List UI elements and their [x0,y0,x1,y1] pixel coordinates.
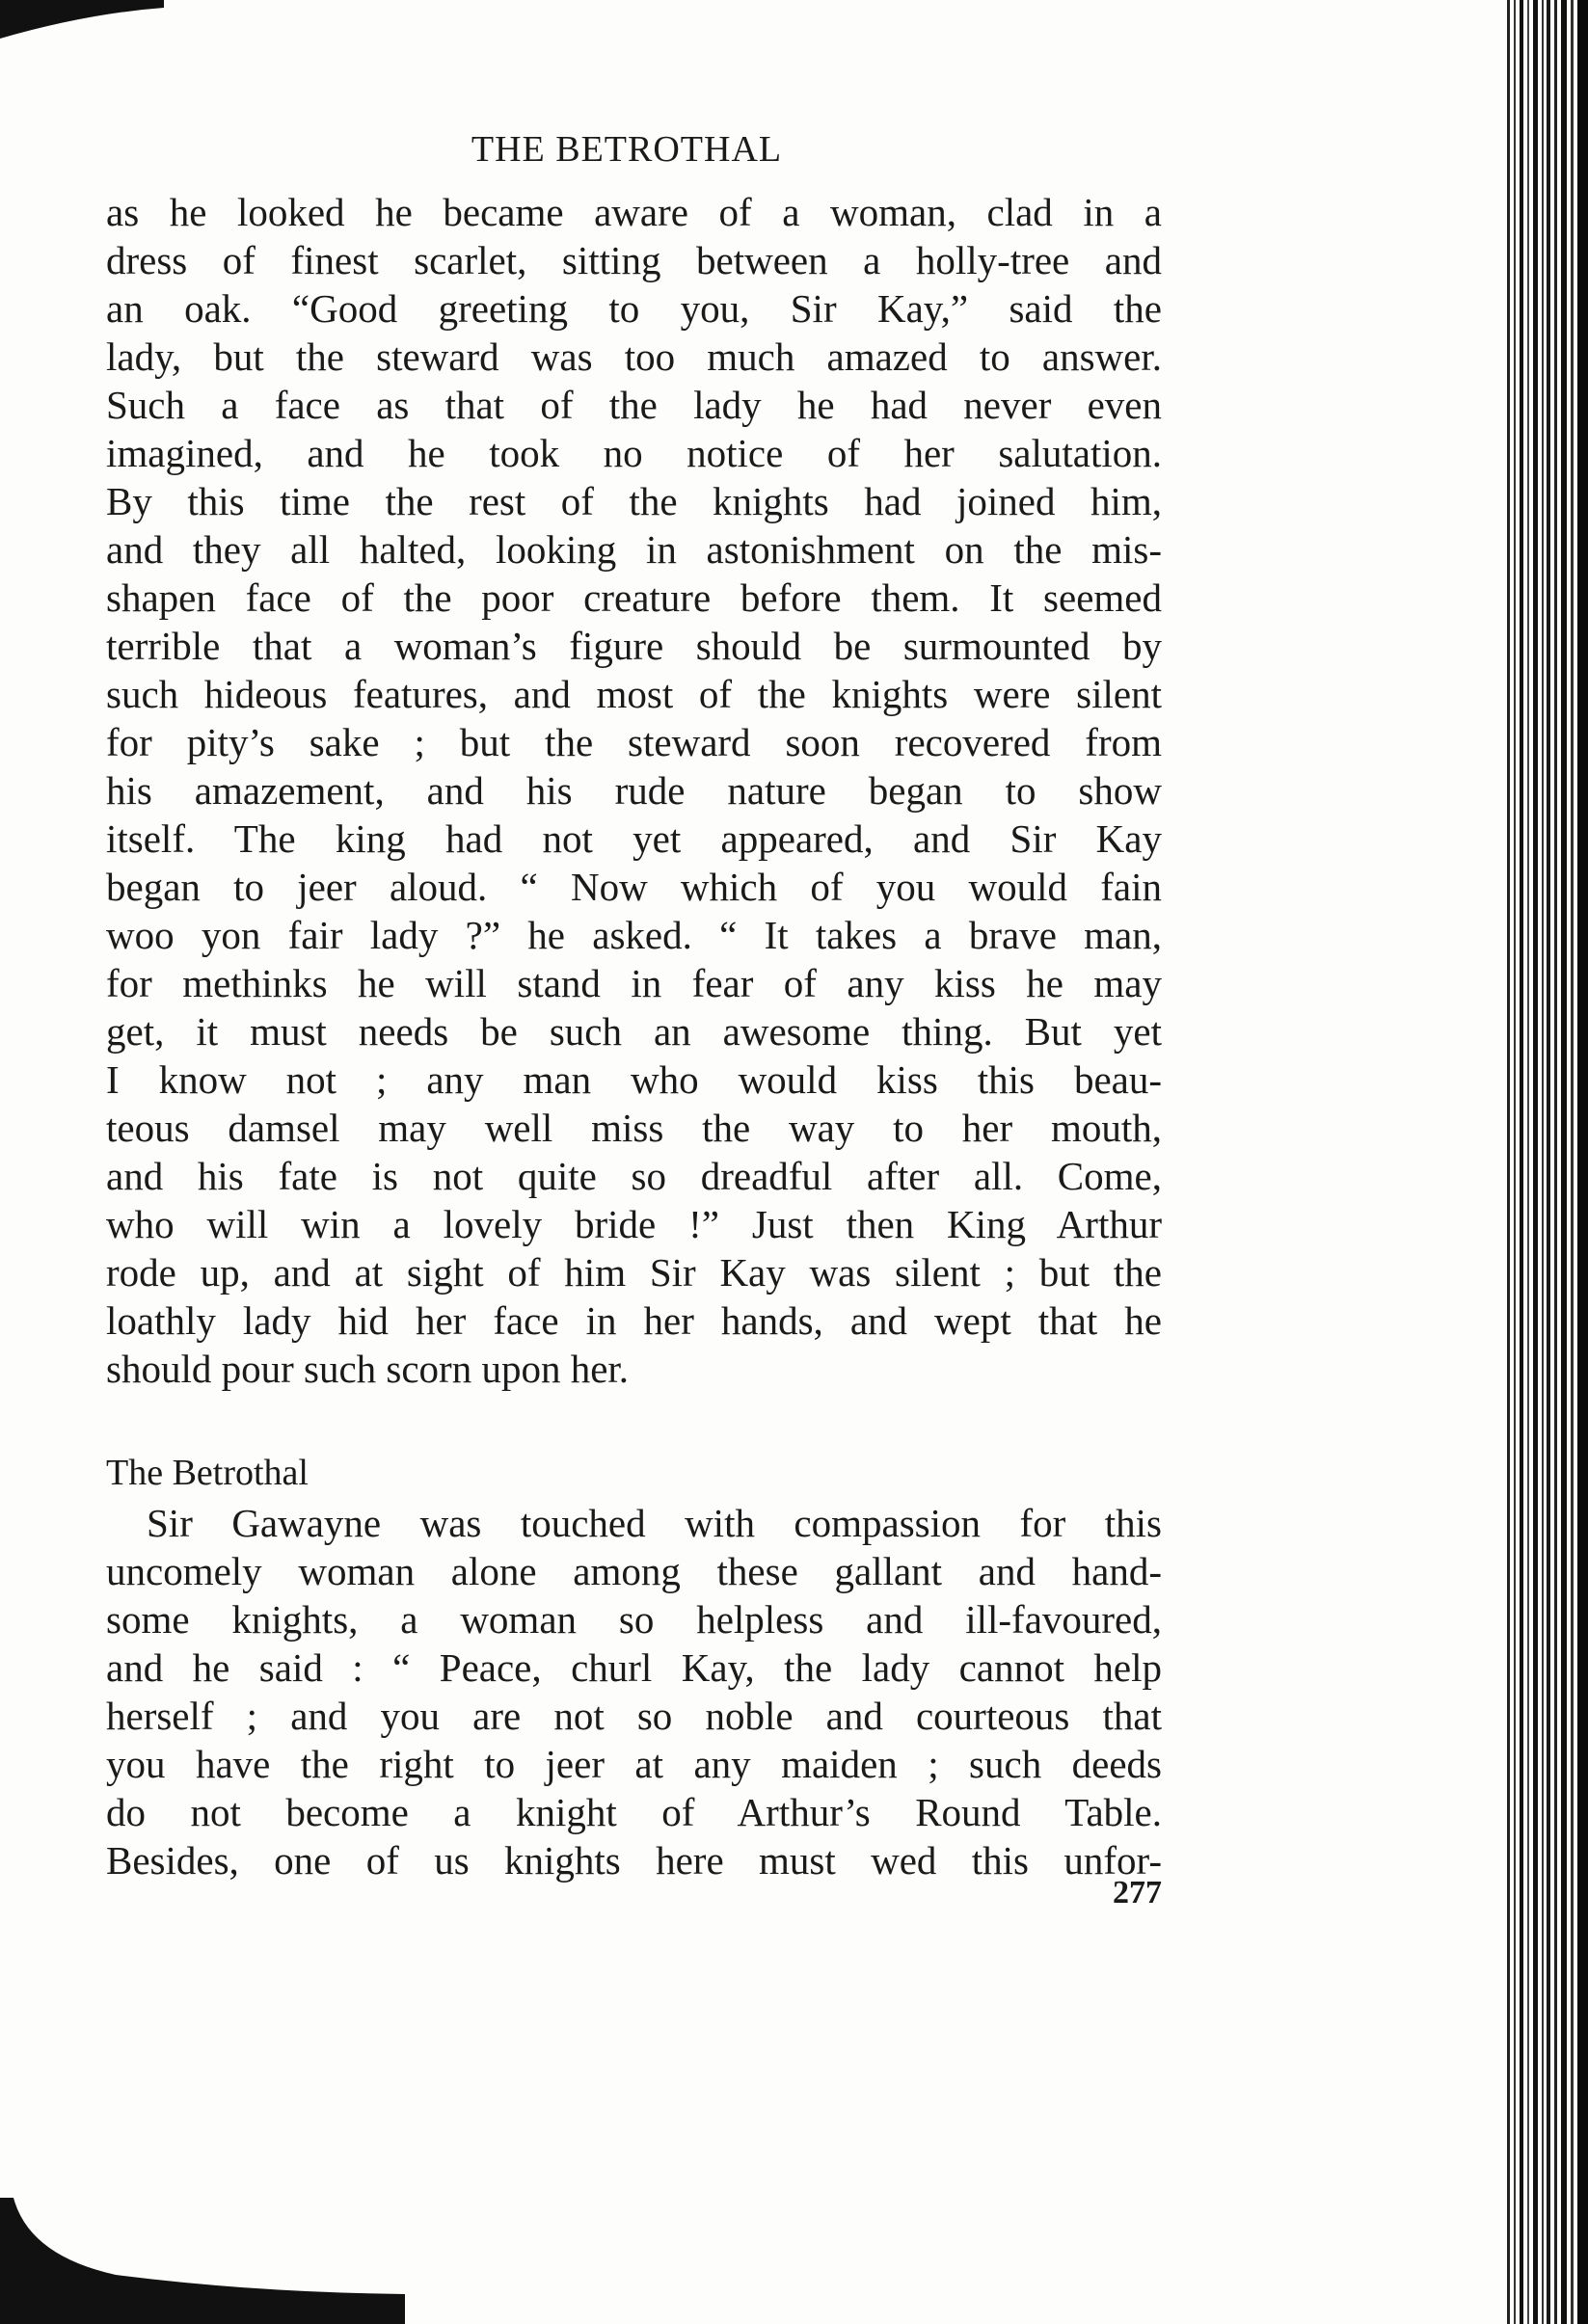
text-line: lady, but the steward was too much amazed to answer. [106,334,1162,379]
text-line: as he looked he became aware of a woman, clad in a [106,190,1162,234]
scan-corner-mark-bottom [0,2198,405,2324]
text-line: imagined, and he took no notice of her salutation. [106,431,1162,475]
text-line: his amazement, and his rude nature began to show [106,768,1162,813]
text-line: for methinks he will stand in fear of any kiss he may [106,961,1162,1005]
text-line: Sir Gawayne was touched with compassion for this [147,1501,1162,1545]
text-line: I know not ; any man who would kiss this beau- [106,1057,1162,1102]
text-line: herself ; and you are not so noble and courteous that [106,1694,1162,1738]
paragraph-1 [106,188,1162,1393]
scan-corner-mark-top [0,0,164,39]
text-line: terrible that a woman’s figure should be surmounted by [106,624,1162,668]
text-line: uncomely woman alone among these gallant and hand- [106,1549,1162,1593]
text-line: loathly lady hid her face in her hands, and wept that he [106,1298,1162,1343]
text-line: rode up, and at sight of him Sir Kay was silent ; but the [106,1250,1162,1295]
text-line: By this time the rest of the knights had joined him, [106,479,1162,523]
text-line: itself. The king had not yet appeared, and Sir Kay [106,816,1162,861]
text-line: Such a face as that of the lady he had never even [106,383,1162,427]
text-line: and he said : “ Peace, churl Kay, the lady cannot help [106,1645,1162,1690]
body-text [106,188,1162,1884]
text-line: and they all halted, looking in astonishment on the mis- [106,527,1162,572]
page-number: 277 [1113,1875,1162,1910]
text-line: began to jeer aloud. “ Now which of you would fain [106,865,1162,909]
text-line: Besides, one of us knights here must wed this unfor- [106,1838,1162,1883]
text-line: you have the right to jeer at any maiden ; such deeds [106,1742,1162,1786]
text-line: an oak. “Good greeting to you, Sir Kay,” said the [106,286,1162,331]
text-line: woo yon fair lady ?” he asked. “ It takes a brave man, [106,913,1162,957]
text-line: do not become a knight of Arthur’s Round Table. [106,1790,1162,1834]
text-line: teous damsel may well miss the way to her mouth, [106,1106,1162,1150]
text-line: and his fate is not quite so dreadful after all. Come, [106,1154,1162,1198]
section-heading: The Betrothal [106,1453,309,1493]
text-line: such hideous features, and most of the knights were silent [106,672,1162,716]
text-line: for pity’s sake ; but the steward soon recovered from [106,720,1162,764]
text-line: dress of finest scarlet, sitting between a holly-tree and [106,238,1162,282]
text-line: who will win a lovely bride !” Just then King Arthur [106,1202,1162,1246]
binding-edge [1501,0,1588,2324]
text-line: some knights, a woman so helpless and ill-favoured, [106,1597,1162,1642]
paragraph-2 [106,1499,1162,1884]
text-line: should pour such scorn upon her. [106,1347,630,1391]
running-head: THE BETROTHAL [471,129,783,170]
text-line: get, it must needs be such an awesome thing. But yet [106,1009,1162,1054]
text-line: shapen face of the poor creature before them. It seemed [106,575,1162,620]
